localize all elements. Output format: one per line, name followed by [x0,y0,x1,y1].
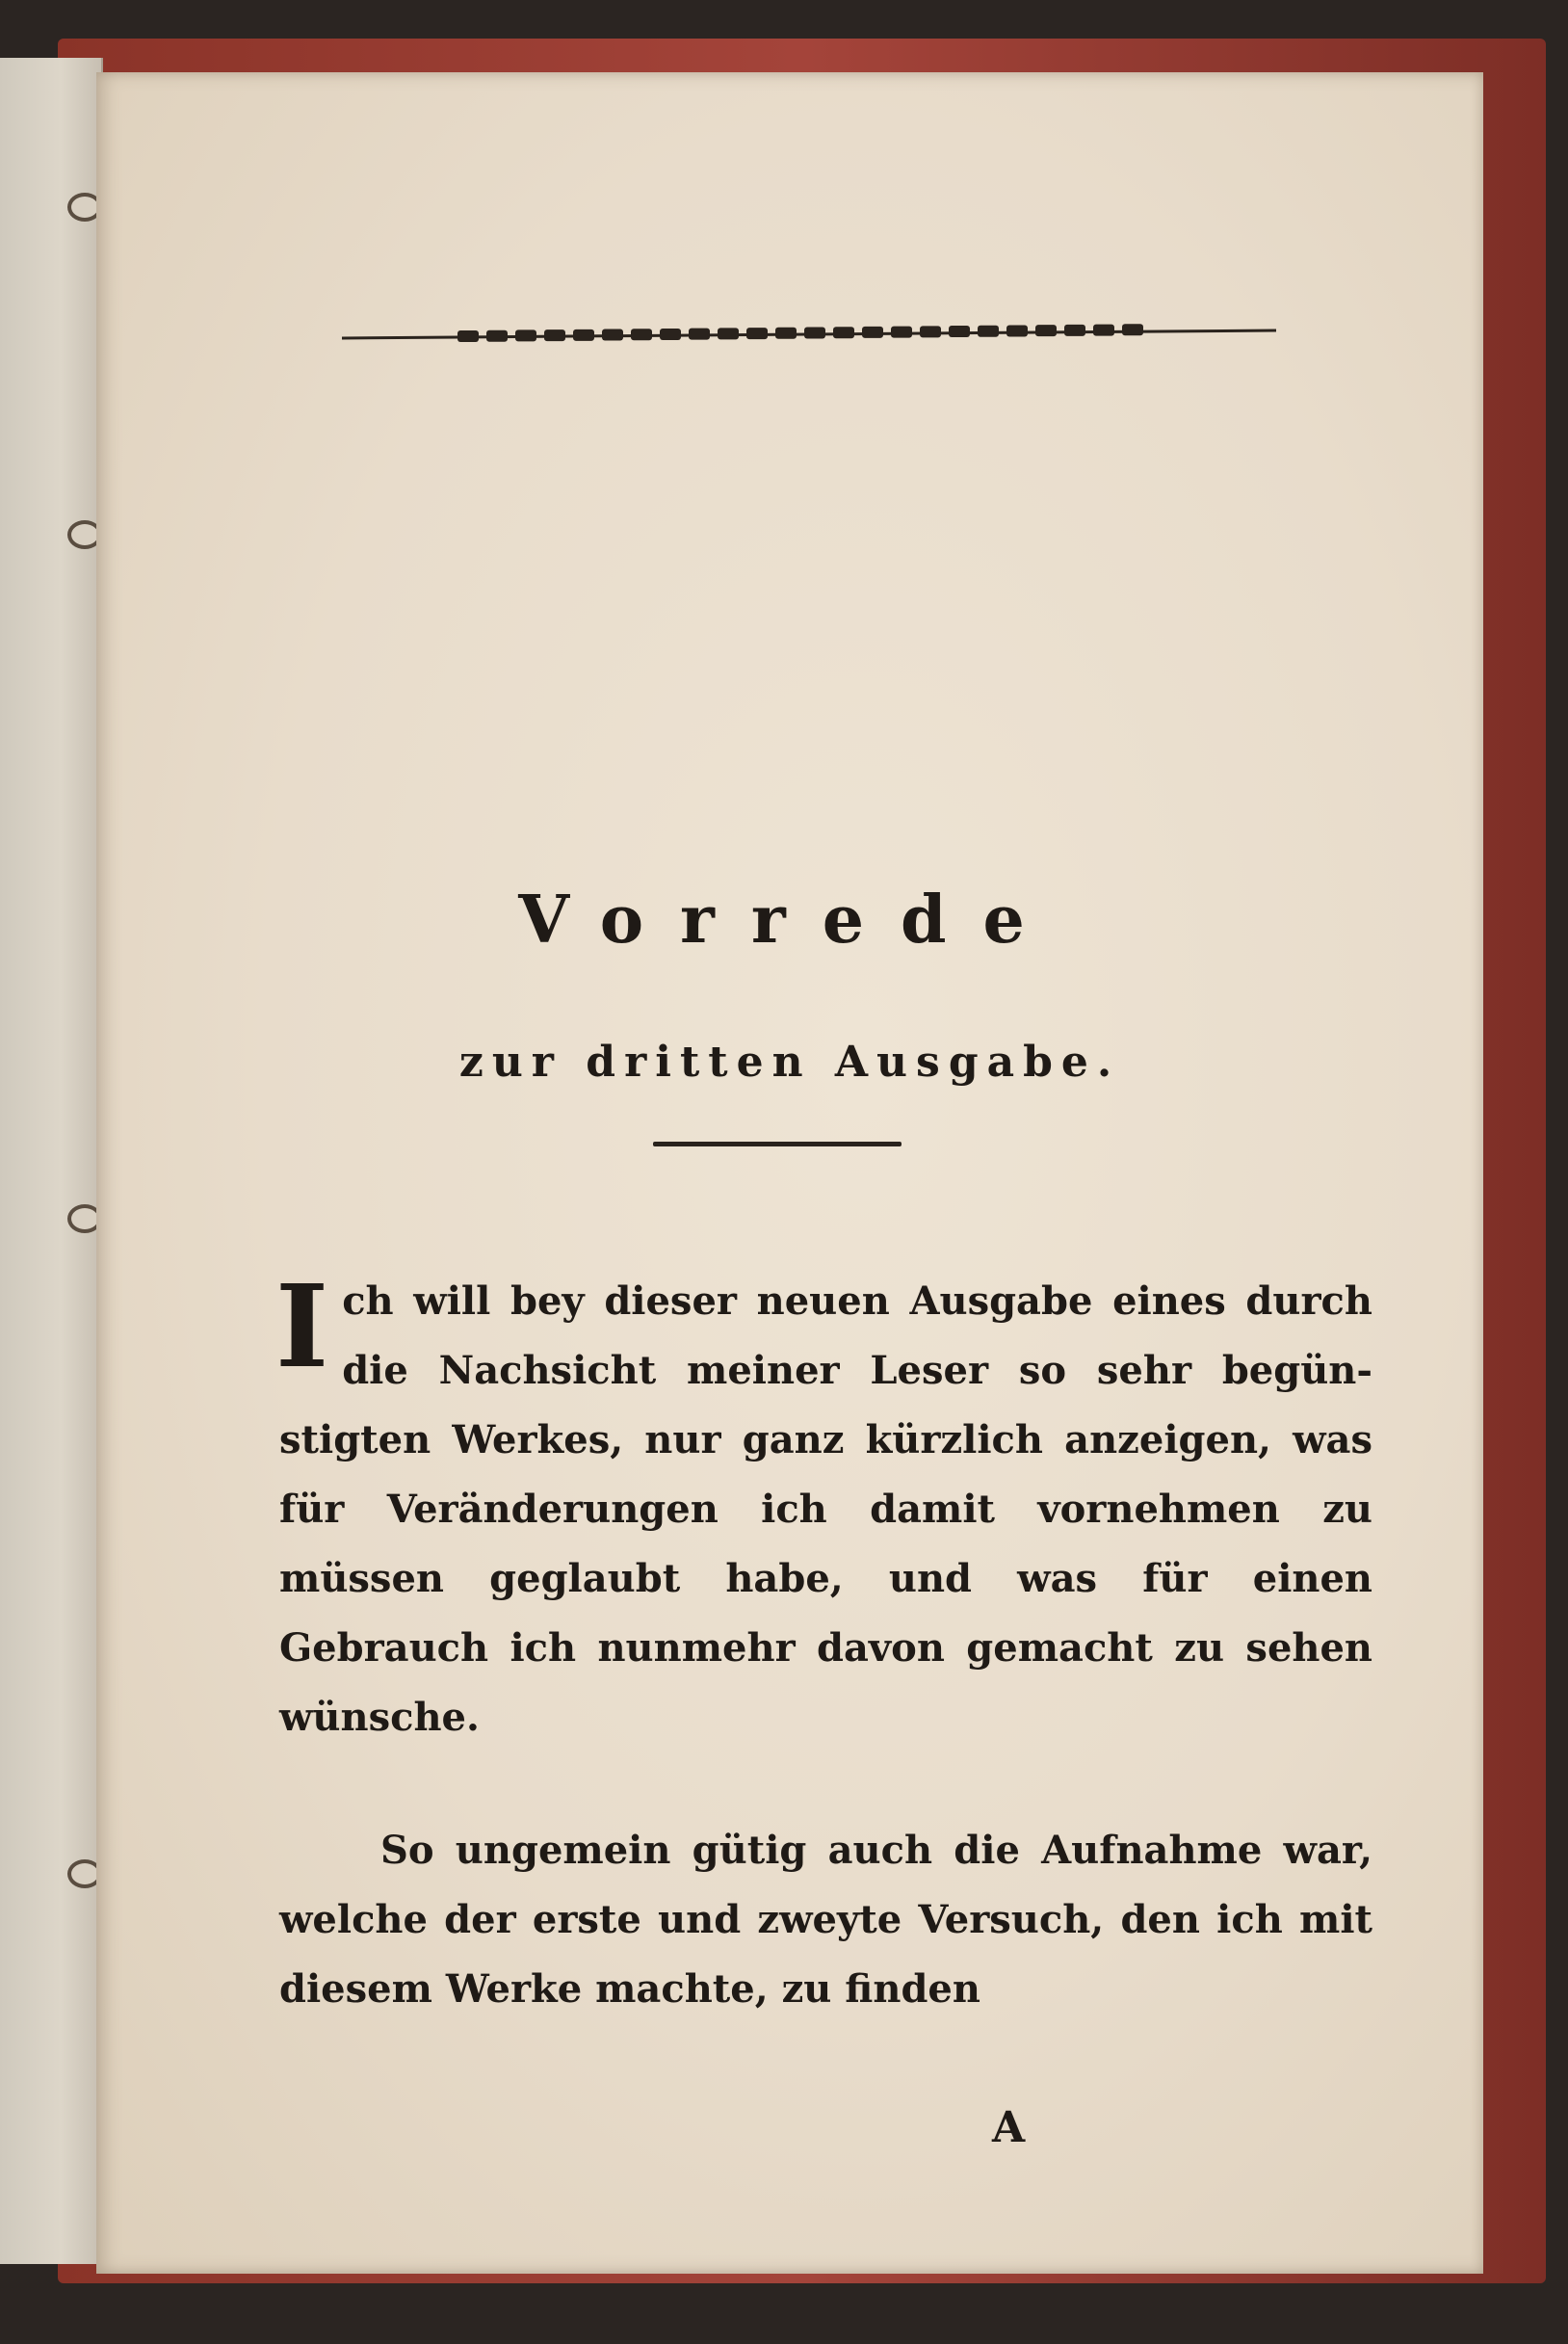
ornament-block [631,329,652,340]
paragraph-1-text: ch will bey dieser neuen Ausgabe eines durch die Nachsicht meiner Leser so sehr begünstigten Werkes, nur ganz kürzlich anzeigen, was für Veränderungen ich damit vornehmen zu müssen geglaubt habe, und was für einen Gebrauch ich nunmehr davon gemacht zu sehen wünsche. [279,1278,1372,1740]
ornament-block [1006,325,1028,336]
ornament-block [920,326,941,337]
paragraph-2: So ungemein gütig auch die Aufnahme war, welche der erste und zweyte Versuch, den ich mit diesem Werke machte, zu finden [279,1828,1372,2012]
left-page-edge [0,58,103,2264]
book-page [96,72,1483,2274]
ornament-block [891,327,912,338]
ornament-block [602,329,623,341]
ornament-block [689,329,710,340]
ornament-block [746,328,768,339]
divider-rule [653,1142,902,1146]
ornament-block [718,328,739,339]
ornament-block [457,330,479,342]
ornament-block [978,326,999,337]
ornament-block [1093,325,1114,336]
page-title: Vorrede [518,882,1061,959]
ornament-block [949,326,970,337]
ornament-block [515,329,536,341]
ornament-block [660,329,681,340]
paragraph-1 [275,1259,1372,1752]
signature-mark: A [992,2103,1026,2152]
ornament-block [573,329,594,341]
page-subtitle: zur dritten Ausgabe. [458,1038,1121,1087]
ornament-block [1122,324,1143,335]
ornament-block [862,327,883,338]
ornament-block [833,327,854,338]
ornament-block [486,330,508,342]
drop-cap-initial: I [275,1259,329,1393]
header-ornament-rule [342,323,1276,352]
ornament-block [544,329,565,341]
ornament-block [775,328,797,339]
ornament-block [1035,325,1057,336]
ornament-block [804,328,825,339]
ornament-block [1064,325,1085,336]
